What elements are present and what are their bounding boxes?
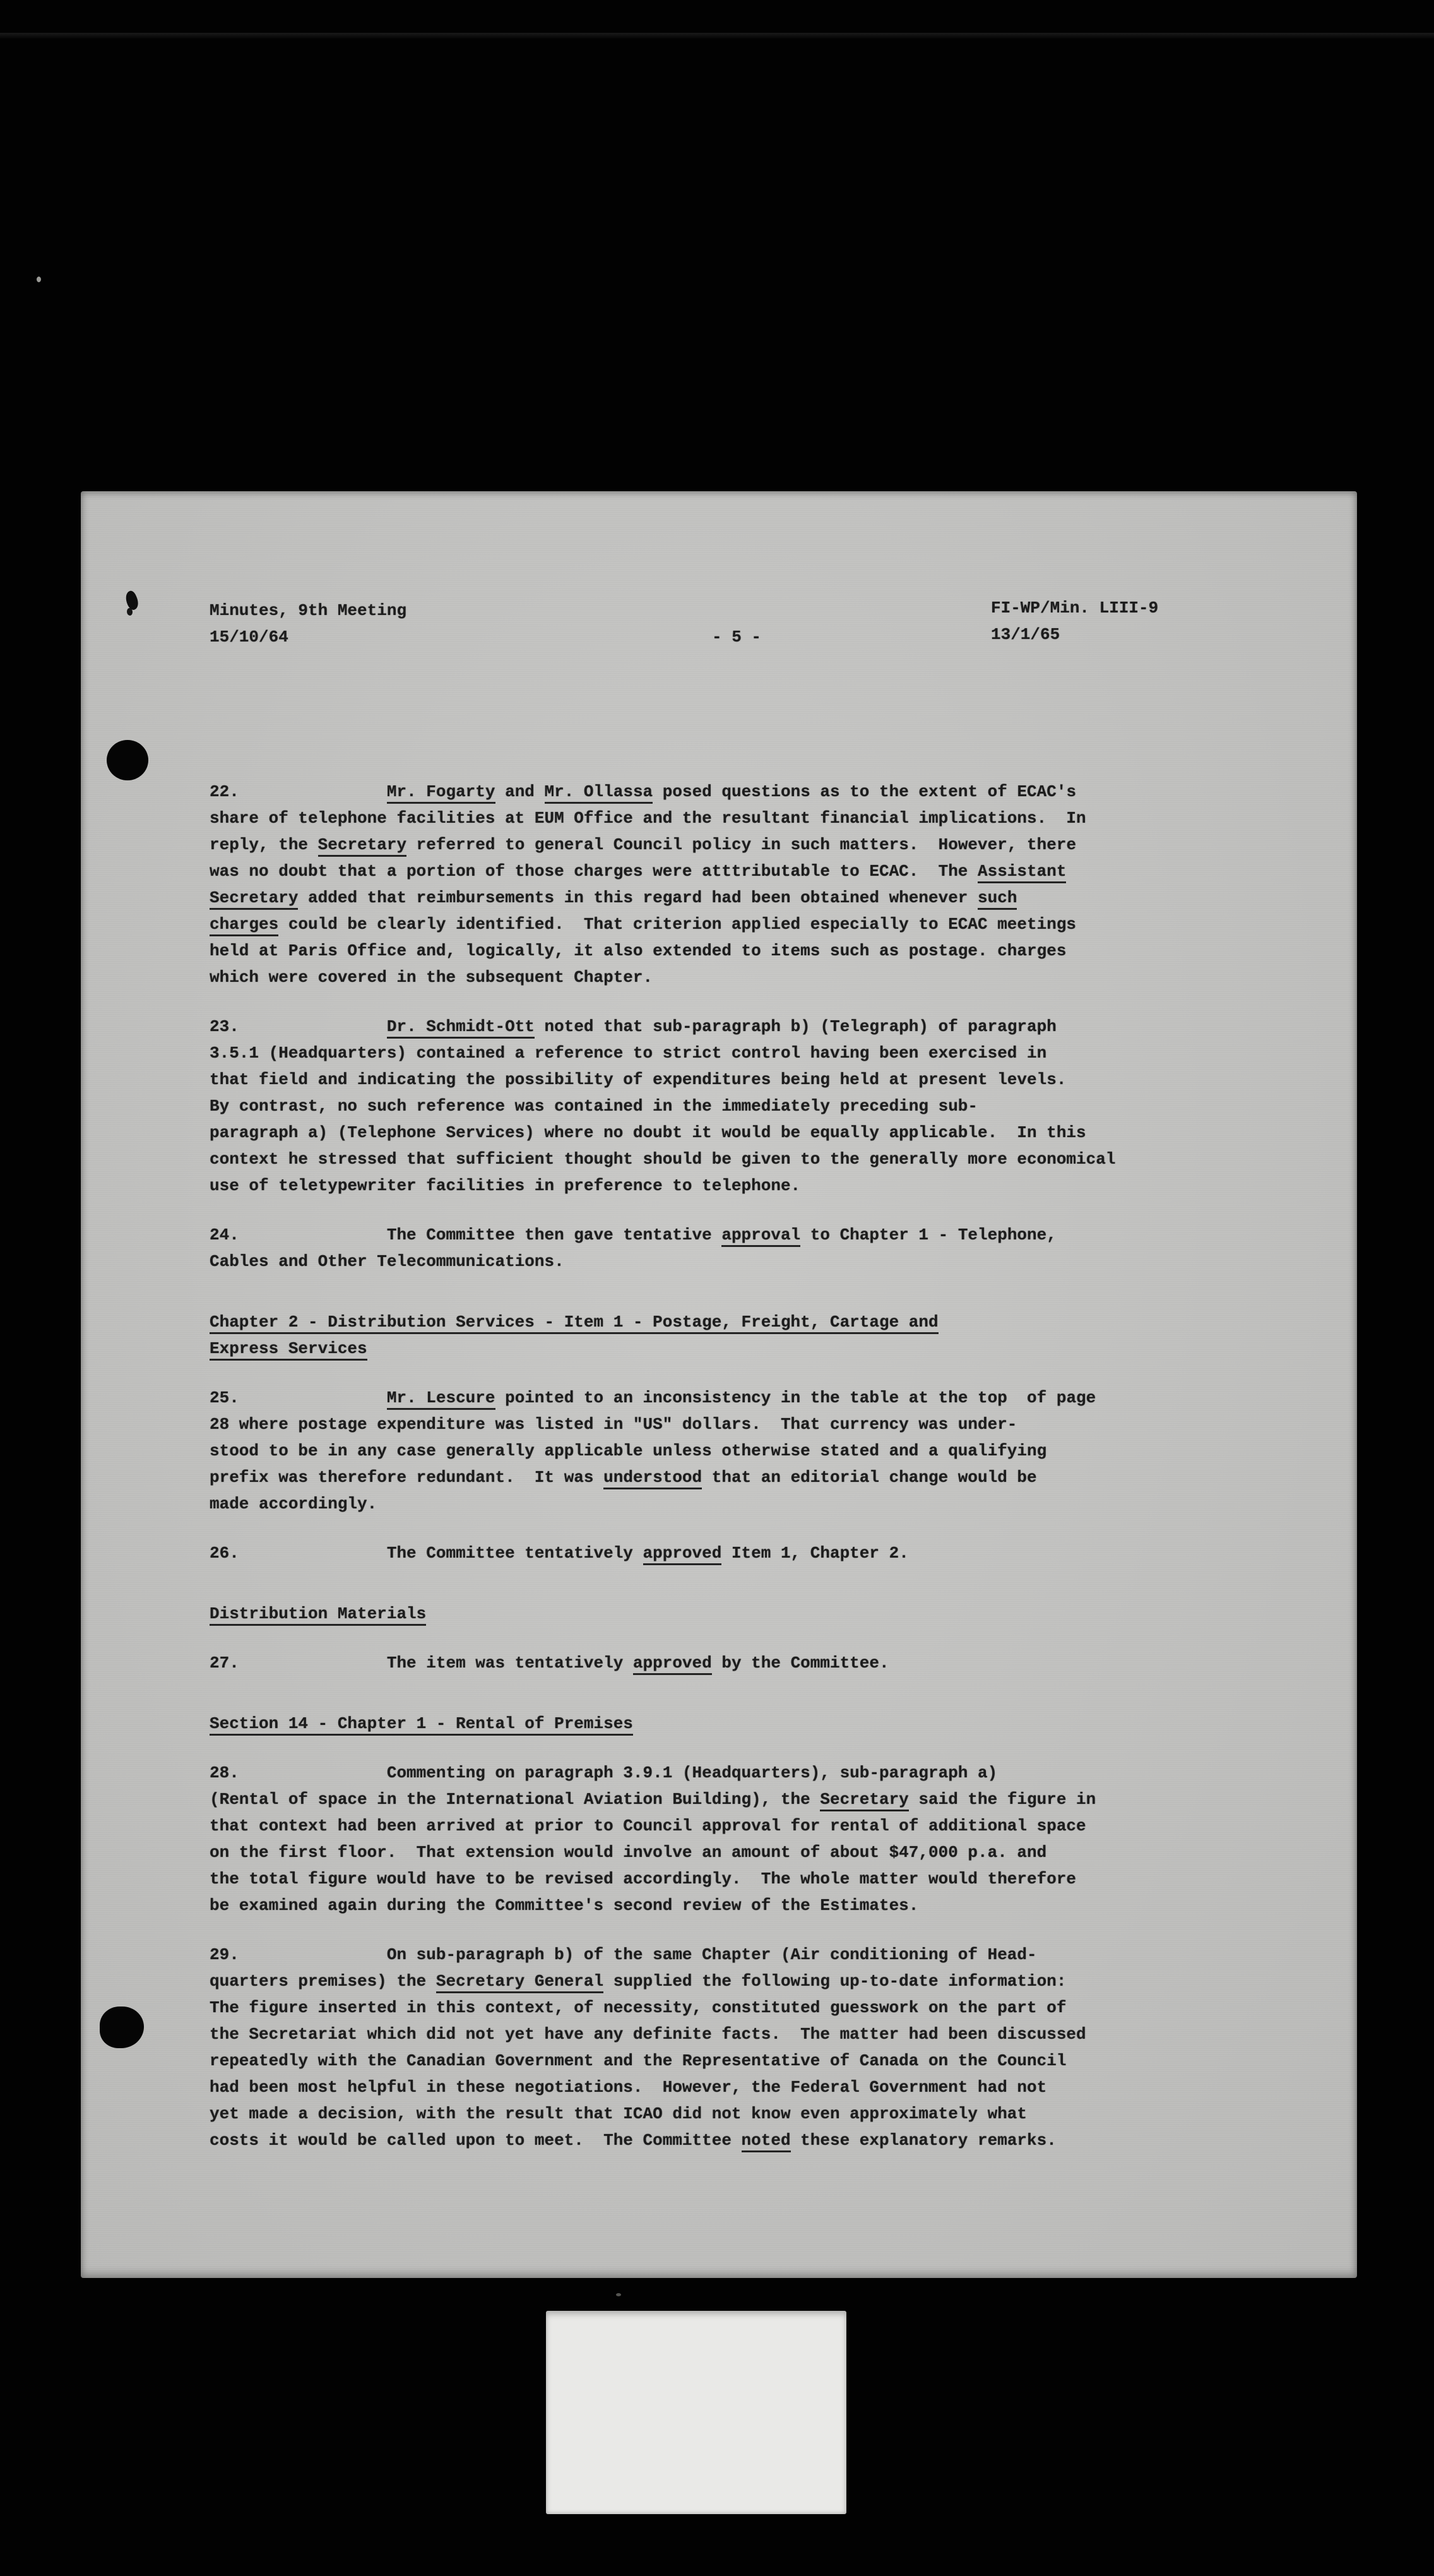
text-line: 28. Commenting on paragraph 3.9.1 (Headquarters), sub-paragraph a) (210, 1763, 998, 1782)
header-right (991, 595, 1158, 648)
bottom-white-card (546, 2311, 846, 2514)
text-line: 29. On sub-paragraph b) of the same Chapter (Air conditioning of Head- (210, 1945, 1037, 1964)
document-page (81, 491, 1357, 2278)
text-line: the Secretariat which did not yet have any definite facts. The matter had been discussed (210, 2025, 1086, 2044)
text-line: 26. The Committee tentatively approved Item 1, Chapter 2. (210, 1540, 1283, 1566)
text-line: Secretary added that reimbursements in this regard had been obtained whenever such (210, 885, 1283, 911)
text-line: made accordingly. (210, 1494, 377, 1513)
section-heading (210, 1601, 1283, 1627)
paragraph (210, 1760, 1283, 1919)
punch-hole-top (107, 740, 148, 780)
text-line: 3.5.1 (Headquarters) contained a reference to strict control having been exercised in (210, 1044, 1047, 1063)
text-line: share of telephone facilities at EUM Office and the resultant financial implications. In (210, 809, 1086, 828)
text-line: context he stressed that sufficient thought should be given to the generally more economical (210, 1150, 1116, 1169)
text-line: 22. Mr. Fogarty and Mr. Ollassa posed questions as to the extent of ECAC's (210, 778, 1283, 805)
text-line: on the first floor. That extension would involve an amount of about $47,000 p.a. and (210, 1843, 1047, 1862)
text-line: costs it would be called upon to meet. The Committee noted these explanatory remarks. (210, 2127, 1283, 2154)
text-line: Express Services (210, 1335, 1283, 1362)
text-line: quarters premises) the Secretary General supplied the following up-to-date information: (210, 1968, 1283, 1995)
text-line: stood to be in any case generally applicable unless otherwise stated and a qualifying (210, 1441, 1047, 1460)
punch-hole-bottom (100, 2007, 144, 2048)
text-line: 23. Dr. Schmidt-Ott noted that sub-paragraph b) (Telegraph) of paragraph (210, 1013, 1283, 1040)
paragraph (210, 1222, 1283, 1275)
text-line: 24. The Committee then gave tentative approval to Chapter 1 - Telephone, (210, 1222, 1283, 1248)
text-line: which were covered in the subsequent Chapter. (210, 968, 653, 987)
scan-speck (616, 2293, 621, 2296)
paragraph (210, 1385, 1283, 1517)
text-line: Chapter 2 - Distribution Services - Item 1 - Postage, Freight, Cartage and (210, 1309, 1283, 1335)
section-heading (210, 1309, 1283, 1362)
pen-mark (123, 590, 141, 612)
text-line: the total figure would have to be revised accordingly. The whole matter would therefore (210, 1869, 1077, 1888)
text-line: Distribution Materials (210, 1601, 1283, 1627)
paragraph (210, 1013, 1283, 1199)
text-line: The figure inserted in this context, of necessity, constituted guesswork on the part of (210, 1998, 1067, 2017)
text-line: Section 14 - Chapter 1 - Rental of Premises (210, 1710, 1283, 1737)
document-body (210, 778, 1283, 2176)
text-line: had been most helpful in these negotiations. However, the Federal Government had not (210, 2078, 1047, 2097)
text-line: By contrast, no such reference was contained in the immediately preceding sub- (210, 1097, 978, 1116)
text-line: yet made a decision, with the result that ICAO did not know even approximately what (210, 2104, 1028, 2123)
section-heading (210, 1710, 1283, 1737)
doc-date: 15/10/64 (210, 628, 288, 647)
text-line: repeatedly with the Canadian Government and the Representative of Canada on the Council (210, 2051, 1067, 2070)
page-number: - 5 - (712, 628, 762, 647)
doc-title: Minutes, 9th Meeting (210, 601, 407, 620)
header-left (210, 597, 406, 650)
paragraph (210, 778, 1283, 991)
paragraph (210, 1540, 1283, 1566)
doc-reference-date: 13/1/65 (991, 625, 1060, 644)
text-line: reply, the Secretary referred to general Council policy in such matters. However, there (210, 832, 1283, 858)
text-line: charges could be clearly identified. That criterion applied especially to ECAC meetings (210, 911, 1283, 938)
text-line: 28 where postage expenditure was listed in "US" dollars. That currency was under- (210, 1415, 1017, 1434)
text-line: 25. Mr. Lescure pointed to an inconsistency in the table at the top of page (210, 1385, 1283, 1411)
text-line: that context had been arrived at prior to Council approval for rental of additional space (210, 1816, 1086, 1835)
text-line: was no doubt that a portion of those charges were atttributable to ECAC. The Assistant (210, 858, 1283, 885)
scan-speck (37, 277, 41, 282)
text-line: (Rental of space in the International Aviation Building), the Secretary said the figure in (210, 1786, 1283, 1813)
text-line: paragraph a) (Telephone Services) where no doubt it would be equally applicable. In this (210, 1123, 1086, 1142)
doc-reference: FI-WP/Min. LIII-9 (991, 599, 1159, 617)
text-line: use of teletypewriter facilities in preference to telephone. (210, 1176, 801, 1195)
text-line: 27. The item was tentatively approved by the Committee. (210, 1650, 1283, 1676)
paragraph (210, 1941, 1283, 2154)
text-line: Cables and Other Telecommunications. (210, 1252, 564, 1271)
paragraph (210, 1650, 1283, 1676)
text-line: be examined again during the Committee's second review of the Estimates. (210, 1896, 919, 1915)
text-line: prefix was therefore redundant. It was understood that an editorial change would be (210, 1464, 1283, 1491)
text-line: that field and indicating the possibility of expenditures being held at present levels. (210, 1070, 1067, 1089)
text-line: held at Paris Office and, logically, it also extended to items such as postage. charges (210, 941, 1067, 960)
scan-artifact-line (0, 33, 1434, 39)
